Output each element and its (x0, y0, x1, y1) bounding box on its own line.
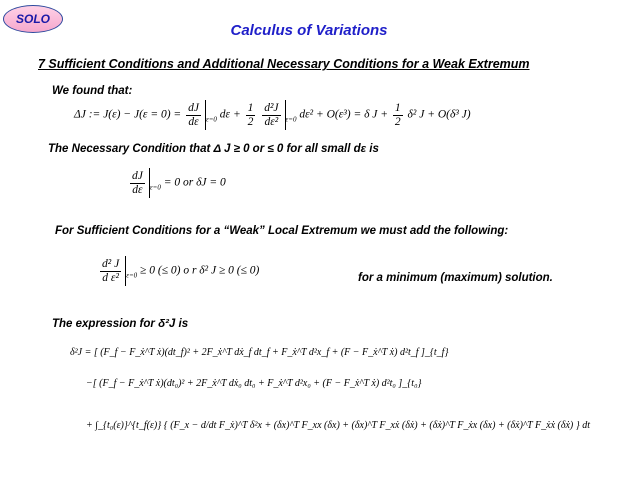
expression-line-1: δ²J = [ (F_f − F_ẋ^T ẋ)(dt_f)² + 2F_ẋ^T dẋ_f dt_f + F_ẋ^T d²x_f + (F − F_ẋ^T ẋ) d²t_f ]_{t_f} (70, 347, 449, 358)
nec-cond: = 0 or δJ = 0 (163, 176, 226, 189)
we-found-text: We found that: (52, 85, 133, 97)
half-fraction-1 (246, 102, 256, 128)
expression-line-3: + ∫_{t₀(ε)}^{t_f(ε)} { (F_x − d/dt F_ẋ)^T δ²x + (δx)^T F_xx (δx) + (δx)^T F_xẋ (δẋ) + (δẋ)^T F_ẋx (δx) + (δẋ)^T F_ẋẋ (δẋ) } dt (86, 420, 591, 431)
necessary-condition-equation (128, 168, 226, 198)
deps-term: dε + (219, 108, 241, 121)
expression-line-2: −[ (F_f − F_ẋ^T ẋ)(dt₀)² + 2F_ẋ^T dẋ₀ dt₀ + F_ẋ^T d²x₀ + (F − F_ẋ^T ẋ) d²t₀ ]_{t₀} (86, 378, 422, 389)
eps-zero-2: ε=0 (285, 115, 297, 124)
dj-num-2: dJ (132, 169, 143, 182)
delta2j-tail: δ² J + O(δ³ J) (407, 108, 471, 121)
sufficient-condition-equation (98, 256, 259, 286)
d2j-deps2-fraction (262, 102, 280, 128)
dj-num: dJ (188, 101, 199, 114)
half-num-2: 1 (394, 101, 401, 114)
d2j-num: d²J (264, 101, 279, 114)
suff-cond: ≥ 0 (≤ 0) o r δ² J ≥ 0 (≤ 0) (140, 264, 260, 277)
dj-deps-fraction-2 (130, 170, 145, 196)
deps-den-2: dε (132, 183, 143, 196)
deps2-den: dε² (264, 115, 279, 128)
d2j-eps-den: d ε² (102, 271, 119, 284)
eps-zero-4: ε=0 (126, 271, 138, 280)
half-den-1: 2 (247, 115, 254, 128)
delta-j-left: ΔJ := J(ε) − J(ε = 0) = (74, 108, 182, 121)
sufficient-condition-text: For Sufficient Conditions for a “Weak” Local Extremum we must add the following: (55, 225, 509, 237)
deps-den: dε (188, 115, 199, 128)
delta-j-equation (74, 100, 471, 130)
delta-j-right: dε² + O(ε³) = δ J + (299, 108, 389, 121)
dj-deps-fraction (186, 102, 201, 128)
half-fraction-2 (393, 102, 403, 128)
d2j-eps-fraction (100, 258, 121, 284)
page-title: Calculus of Variations (230, 22, 388, 39)
expression-text: The expression for δ²J is (52, 318, 189, 330)
section-heading: 7 Sufficient Conditions and Additional Necessary Conditions for a Weak Extremum (38, 57, 530, 71)
badge-label: SOLO (15, 12, 50, 26)
half-den-2: 2 (394, 115, 401, 128)
necessary-condition-text: The Necessary Condition that Δ J ≥ 0 or ≤ 0 for all small dε is (48, 143, 379, 155)
half-num-1: 1 (247, 101, 254, 114)
eps-zero-3: ε=0 (149, 183, 161, 192)
eps-zero-1: ε=0 (205, 115, 217, 124)
min-max-text: for a minimum (maximum) solution. (358, 272, 553, 284)
d2j-eps-num: d² J (102, 257, 120, 270)
